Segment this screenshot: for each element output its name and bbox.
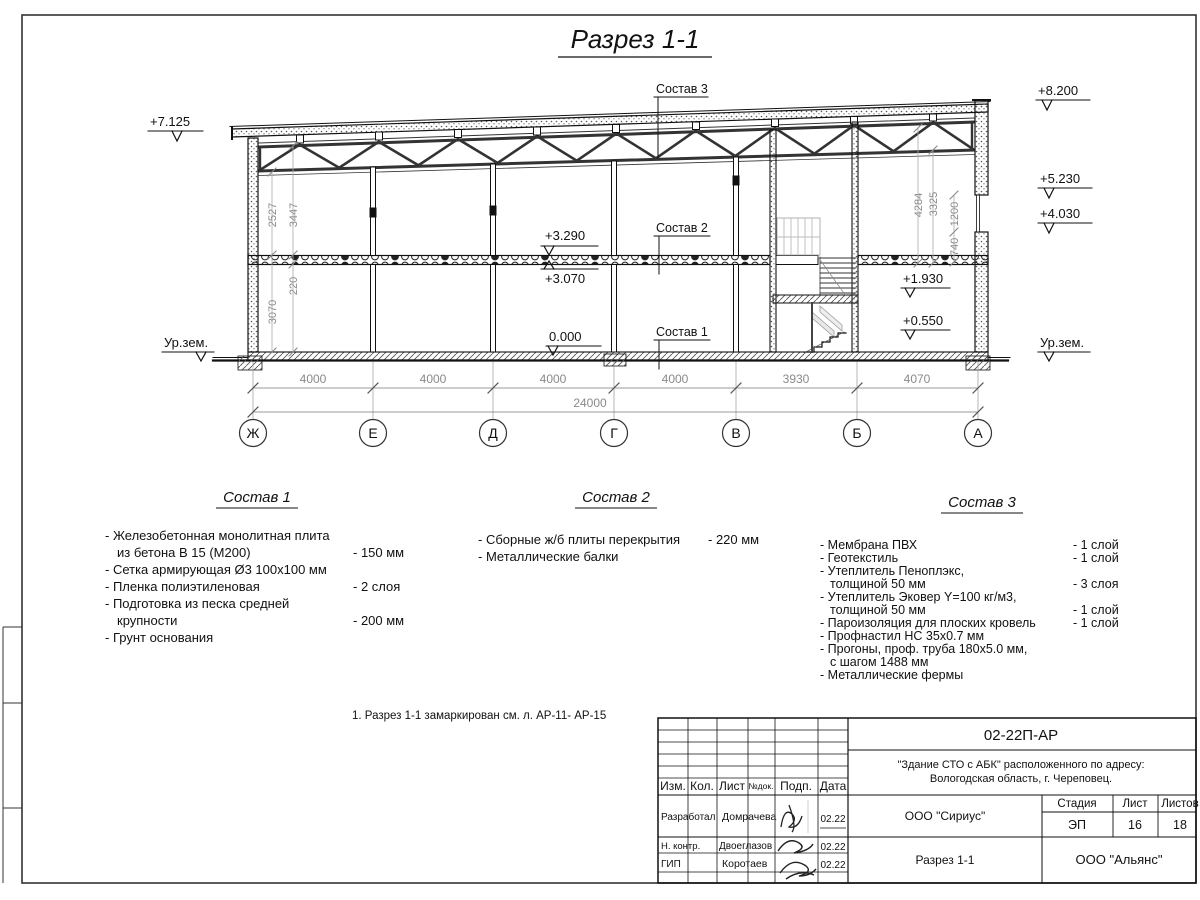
doc-number: 02-22П-АР — [983, 727, 1059, 744]
sostav2-leader-label: Состав 2 — [656, 221, 708, 235]
row-name-ncontrol: Двоеглазов — [719, 841, 773, 852]
wall-axis-a-lower — [975, 232, 988, 352]
drawing-note: 1. Разрез 1-1 замаркирован см. л. АР-11- АР-15 — [352, 710, 607, 722]
row-role-ncontrol: Н. контр. — [661, 841, 701, 852]
col-kol: Кол. — [690, 779, 714, 793]
sostav2-value: - 220 мм — [708, 532, 760, 547]
col-list: Лист — [718, 779, 746, 793]
stage-label: Стадия — [1057, 798, 1097, 810]
elevation-0000 — [546, 329, 601, 355]
svg-text:+8.200: +8.200 — [1038, 83, 1079, 98]
sostav3-line: - Профнастил НС 35х0.7 мм — [820, 629, 985, 643]
staircase — [773, 218, 858, 353]
sostav3-value: - 1 слой — [1073, 551, 1119, 565]
svg-text:0.000: 0.000 — [549, 329, 582, 344]
sostav3-line: толщиной 50 мм — [830, 577, 926, 591]
svg-text:+1.930: +1.930 — [903, 271, 944, 286]
stair-landing — [773, 295, 858, 303]
sostav3-line: - Утеплитель Эковер Y=100 кг/м3, — [820, 590, 1017, 604]
elevation-7125 — [148, 114, 203, 141]
dim-4284: 4284 — [913, 192, 925, 218]
col-podp: Подп. — [780, 779, 812, 793]
dim-220: 220 — [288, 276, 300, 296]
sheets-total: 18 — [1173, 818, 1187, 832]
sostav3-value: - 1 слой — [1073, 538, 1119, 552]
dim-span-3: 4000 — [539, 372, 567, 386]
sostav3-value: - 1 слой — [1073, 616, 1119, 630]
footing-left — [238, 356, 262, 370]
svg-text:Ур.зем.: Ур.зем. — [1040, 335, 1085, 350]
axis-v: В — [731, 425, 741, 441]
dim-2527: 2527 — [267, 202, 279, 228]
col-data: Дата — [819, 779, 847, 793]
svg-text:+3.070: +3.070 — [545, 271, 586, 286]
elevation-8200 — [1036, 83, 1090, 110]
svg-text:Ур.зем.: Ур.зем. — [164, 335, 209, 350]
column-splice — [370, 208, 376, 217]
title-block — [658, 718, 1199, 883]
elevation-5230 — [1038, 171, 1092, 198]
col-ndok: №док. — [748, 781, 774, 791]
dim-span-6: 4070 — [903, 372, 931, 386]
sostav3-title: Состав 3 — [948, 494, 1016, 511]
sostav2-line: - Металлические балки — [478, 549, 619, 564]
sostav3-line: - Прогоны, проф. труба 180х5.0 мм, — [820, 642, 1028, 656]
sostav1-line: - Сетка армирующая Ø3 100х100 мм — [105, 562, 327, 577]
wall-axis-zh — [248, 138, 258, 352]
signatures — [778, 800, 816, 879]
ground-level-right — [1038, 335, 1090, 361]
axis-dimensions — [240, 362, 992, 447]
stair-shaft-wall-axis-b — [852, 122, 858, 352]
svg-text:+7.125: +7.125 — [150, 114, 191, 129]
elevation-0550 — [901, 313, 950, 339]
dim-3325: 3325 — [928, 191, 940, 217]
landing-slab-section — [776, 256, 818, 265]
sostav2-line: - Сборные ж/б плиты перекрытия — [478, 532, 681, 547]
sostav3-value: - 3 слоя — [1073, 577, 1119, 591]
sheet-label: Лист — [1122, 798, 1148, 810]
dim-740: 740 — [949, 237, 961, 257]
row-date-gip: 02.22 — [820, 860, 846, 871]
dim-span-5: 3930 — [782, 372, 810, 386]
sheet-title: Разрез 1-1 — [915, 853, 975, 867]
stair-shaft-wall-left — [770, 130, 776, 352]
org-alyans: ООО "Альянс" — [1075, 852, 1163, 867]
svg-text:+5.230: +5.230 — [1040, 171, 1081, 186]
sostav1-line: - Пленка полиэтиленовая — [105, 579, 260, 594]
sostav3-line: - Мембрана ПВХ — [820, 538, 918, 552]
sheets-label: Листов — [1161, 798, 1199, 810]
dim-3070: 3070 — [267, 299, 279, 325]
sostav3-list — [820, 494, 1119, 682]
col-izm: Изм. — [660, 779, 686, 793]
ground-level-left — [162, 335, 214, 361]
stage-value: ЭП — [1068, 818, 1086, 832]
sostav3-line: - Утеплитель Пеноплэкс, — [820, 564, 965, 578]
svg-text:+0.550: +0.550 — [903, 313, 944, 328]
sostav1-leader-label: Состав 1 — [656, 325, 708, 339]
svg-text:+4.030: +4.030 — [1040, 206, 1081, 221]
sostav1-line: - Грунт основания — [105, 630, 214, 645]
sostav1-title: Состав 1 — [223, 489, 291, 506]
sheet-number: 16 — [1128, 818, 1142, 832]
signature-developer — [781, 805, 802, 832]
drawing-title: Разрез 1-1 — [570, 24, 700, 54]
project-line2: Вологодская область, г. Череповец. — [929, 773, 1113, 785]
sostav1-value: - 2 слоя — [353, 579, 401, 594]
building-section — [148, 82, 1092, 447]
elevation-3290 — [541, 228, 598, 255]
sostav1-line: из бетона В 15 (М200) — [117, 545, 251, 560]
ground-floor-slab — [213, 352, 1010, 370]
stair-railing-lower — [812, 306, 842, 337]
columns — [370, 157, 739, 352]
org-sirius: ООО "Сириус" — [904, 809, 986, 823]
sostav1-line: крупности — [117, 613, 178, 628]
dim-span-2: 4000 — [419, 372, 447, 386]
elevation-4030 — [1038, 206, 1092, 233]
sostav3-line: - Металлические фермы — [820, 668, 964, 682]
sostav3-line: с шагом 1488 мм — [830, 655, 929, 669]
axis-e: Е — [368, 425, 378, 441]
column-splice — [490, 206, 496, 215]
axis-a: А — [973, 425, 983, 441]
axis-zh: Ж — [246, 425, 260, 441]
sostav3-value: - 1 слой — [1073, 603, 1119, 617]
row-name-gip: Коротаев — [722, 858, 768, 870]
row-role-gip: ГИП — [661, 859, 681, 870]
sostav2-list — [478, 489, 759, 564]
row-role-developer: Разработал — [661, 812, 716, 823]
sostav1-list — [105, 489, 404, 645]
sostav3-line: - Пароизоляция для плоских кровель — [820, 616, 1036, 630]
sostav-leaders — [654, 82, 710, 369]
footing-mid — [604, 354, 626, 366]
row-date-developer: 02.22 — [820, 814, 846, 825]
dim-3447: 3447 — [288, 202, 300, 228]
dim-span-4: 4000 — [661, 372, 689, 386]
svg-text:+3.290: +3.290 — [545, 228, 586, 243]
dim-1200: 1200 — [949, 201, 961, 227]
walls — [248, 100, 988, 352]
dim-total: 24000 — [573, 396, 607, 410]
sostav3-leader-label: Состав 3 — [656, 82, 708, 96]
axis-d: Д — [488, 425, 498, 441]
axis-g: Г — [610, 425, 618, 441]
roof — [230, 100, 990, 139]
sostav2-title: Состав 2 — [582, 489, 650, 506]
stair-flight-upper — [818, 257, 856, 296]
window-axis-a — [977, 195, 980, 232]
dim-span-1: 4000 — [299, 372, 327, 386]
floor-slab — [248, 256, 988, 265]
project-line1: "Здание СТО с АБК" расположенного по адресу: — [897, 759, 1145, 771]
wall-axis-a-upper — [975, 100, 988, 195]
row-name-developer: Домрачева — [722, 811, 777, 823]
column-splice — [733, 176, 739, 185]
row-date-ncontrol: 02.22 — [820, 842, 846, 853]
sostav1-line: - Подготовка из песка средней — [105, 596, 290, 611]
axis-bubbles — [240, 420, 992, 447]
sostav3-line: - Геотекстиль — [820, 551, 899, 565]
sostav1-value: - 150 мм — [353, 545, 405, 560]
page-title — [558, 24, 712, 57]
sostav1-value: - 200 мм — [353, 613, 405, 628]
sostav3-line: толщиной 50 мм — [830, 603, 926, 617]
axis-b: Б — [852, 425, 862, 441]
stair-railing-upper — [777, 218, 820, 255]
sostav1-line: - Железобетонная монолитная плита — [105, 528, 330, 543]
signature-lower — [778, 841, 816, 879]
elevation-1930 — [901, 271, 950, 297]
